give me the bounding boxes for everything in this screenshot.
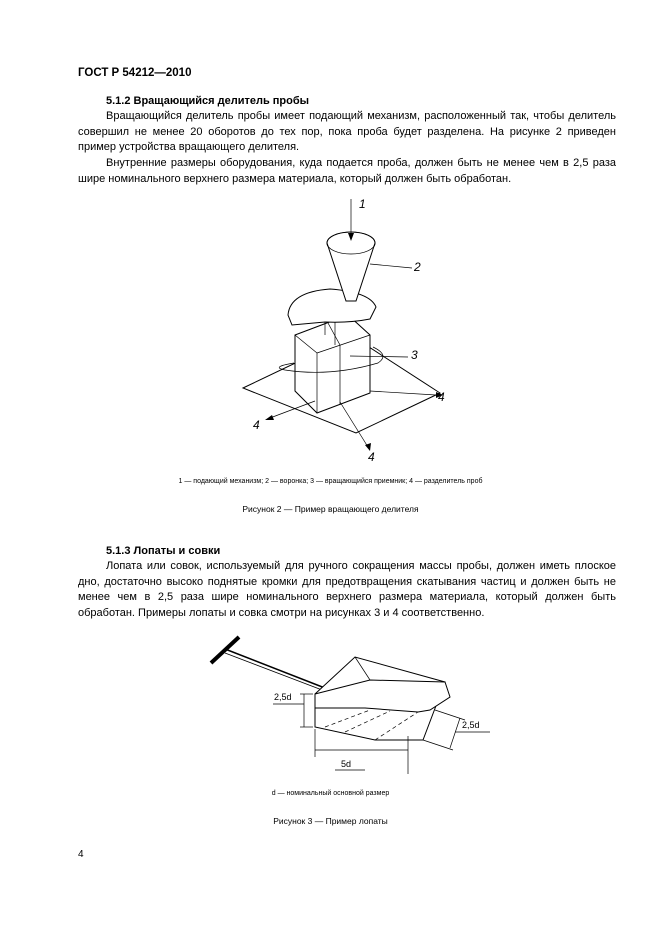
fig3-caption: Рисунок 3 — Пример лопаты <box>273 816 388 826</box>
rotating-lid <box>288 289 376 325</box>
section-5-1-2-title: 5.1.2 Вращающийся делитель пробы <box>106 95 310 107</box>
figure-2-rotary-divider <box>230 195 460 465</box>
fig3-dim-height: 2,5d <box>274 692 292 702</box>
section-5-1-3-paragraph-1: Лопата или совок, используемый для ручного сокращения массы пробы, должен иметь плоское дно, достаточно высоко поднятые кромки для предотвращения скатывания частиц и должен быть не менее чем в 2,5 раза шире номинального верхнего размера материала, который должен быть обработан. Примеры лопаты и совка смотри на рисунках 3 и 4 соответственно. <box>78 560 616 619</box>
fig2-label-4-right: 4 <box>438 390 445 404</box>
fig2-label-2: 2 <box>414 260 421 274</box>
section-5-1-3-title: 5.1.3 Лопаты и совки <box>106 545 221 557</box>
fig3-dim-width: 2,5d <box>462 720 480 730</box>
page-number: 4 <box>78 849 84 860</box>
document-header: ГОСТ Р 54212—2010 <box>78 67 192 79</box>
fig2-caption: Рисунок 2 — Пример вращающего делителя <box>242 504 419 514</box>
fig2-legend: 1 — подающий механизм; 2 — воронка; 3 — вращающийся приемник; 4 — разделитель проб <box>178 478 483 485</box>
fig2-label-1: 1 <box>359 197 366 211</box>
figure-3-shovel <box>205 632 495 777</box>
section-5-1-2-paragraph-1: Вращающийся делитель пробы имеет подающий механизм, расположенный так, чтобы делитель совершил не менее 20 оборотов до тех пор, пока проба будет разделена. На рисунке 2 приведен пример устройства вращающего делителя. <box>78 110 616 153</box>
fig3-dim-length: 5d <box>341 759 352 769</box>
fig2-label-4-bottom: 4 <box>368 450 375 464</box>
fig2-label-3: 3 <box>411 348 418 362</box>
fig2-label-4-left: 4 <box>253 418 260 432</box>
fig3-legend: d — номинальный основной размер <box>271 790 390 797</box>
section-5-1-2-paragraph-2: Внутренние размеры оборудования, куда подается проба, должен быть не менее чем в 2,5 раза шире номинального верхнего размера материала, который должен быть обработан. <box>78 157 616 185</box>
